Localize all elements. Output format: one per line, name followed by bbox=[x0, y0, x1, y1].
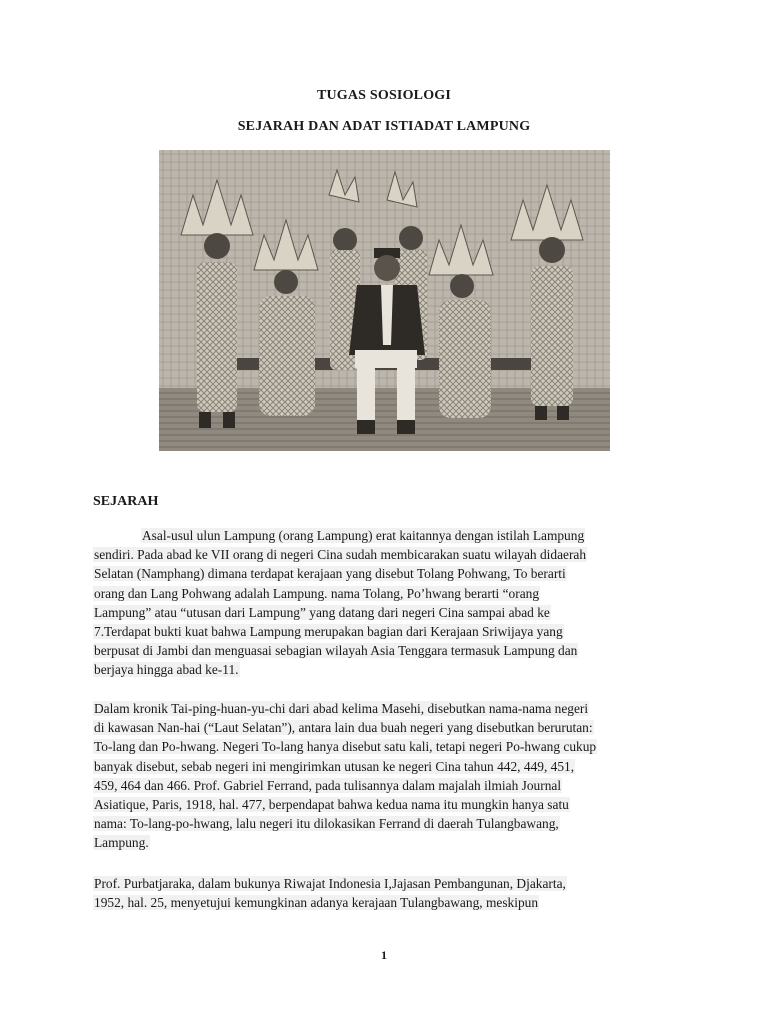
page-number: 1 bbox=[381, 948, 387, 962]
paragraph-line: nama: To-lang-po-hwang, lalu negeri itu dilokasikan Ferrand di daerah Tulangbawang, bbox=[94, 816, 559, 832]
paragraph-line: To-lang dan Po-hwang. Negeri To-lang hanya disebut satu kali, tetapi negeri Po-hwang cukup bbox=[94, 739, 597, 755]
paragraph-line: 1952, hal. 25, menyetujui kemungkinan adanya kerajaan Tulangbawang, meskipun bbox=[94, 895, 539, 911]
paragraph-2 bbox=[93, 699, 683, 853]
paragraph-line: Lampung” atau “utusan dari Lampung” yang datang dari negeri Cina sampai abad ke bbox=[94, 604, 550, 620]
paragraph-line: orang dan Lang Pohwang adalah Lampung. nama Tolang, Po’hwang berarti “orang bbox=[94, 585, 540, 601]
paragraph-line: Lampung. bbox=[94, 835, 149, 851]
paragraph-line: berjaya hingga abad ke-11. bbox=[94, 662, 239, 678]
paragraph-3 bbox=[93, 874, 683, 912]
paragraph-line: Dalam kronik Tai-ping-huan-yu-chi dari abad kelima Masehi, disebutkan nama-nama negeri bbox=[94, 701, 589, 716]
paragraph-line: sendiri. Pada abad ke VII orang di negeri Cina sudah membicarakan suatu wilayah didaerah bbox=[94, 547, 587, 563]
document-subtitle: SEJARAH DAN ADAT ISTIADAT LAMPUNG bbox=[237, 119, 531, 134]
paragraph-line: 7.Terdapat bukti kuat bahwa Lampung merupakan bagian dari Kerajaan Sriwijaya yang bbox=[94, 624, 563, 640]
paragraph-line: berpusat di Jambi dan menguasai sebagian wilayah Asia Tenggara termasuk Lampung dan bbox=[94, 643, 578, 659]
paragraph-line: 459, 464 dan 466. Prof. Gabriel Ferrand, pada tulisannya dalam majalah ilmiah Journal bbox=[94, 777, 562, 793]
portrait-illustration bbox=[159, 150, 610, 451]
paragraph-line: di kawasan Nan-hai (“Laut Selatan”), antara lain dua buah negeri yang disebutkan berurutan: bbox=[94, 720, 593, 736]
paragraph-line: banyak disebut, sebab negeri ini mengirimkan utusan ke negeri Cina tahun 442, 449, 451, bbox=[94, 758, 575, 774]
group-portrait-photo bbox=[159, 150, 610, 451]
paragraph-line: Prof. Purbatjaraka, dalam bukunya Riwajat Indonesia I,Jajasan Pembangunan, Djakarta, bbox=[94, 876, 566, 891]
document-title: TUGAS SOSIOLOGI bbox=[316, 88, 452, 103]
paragraph-line: Asiatique, Paris, 1918, hal. 477, berpendapat bahwa kedua nama itu mungkin hanya satu bbox=[94, 797, 569, 813]
paragraph-line: Asal-usul ulun Lampung (orang Lampung) erat kaitannya dengan istilah Lampung bbox=[142, 528, 585, 543]
paragraph-line: Selatan (Namphang) dimana terdapat kerajaan yang disebut Tolang Pohwang, To berarti bbox=[94, 566, 566, 582]
figure-seated-left bbox=[254, 220, 318, 416]
paragraph-1 bbox=[93, 526, 683, 680]
section-heading: SEJARAH bbox=[93, 494, 159, 509]
